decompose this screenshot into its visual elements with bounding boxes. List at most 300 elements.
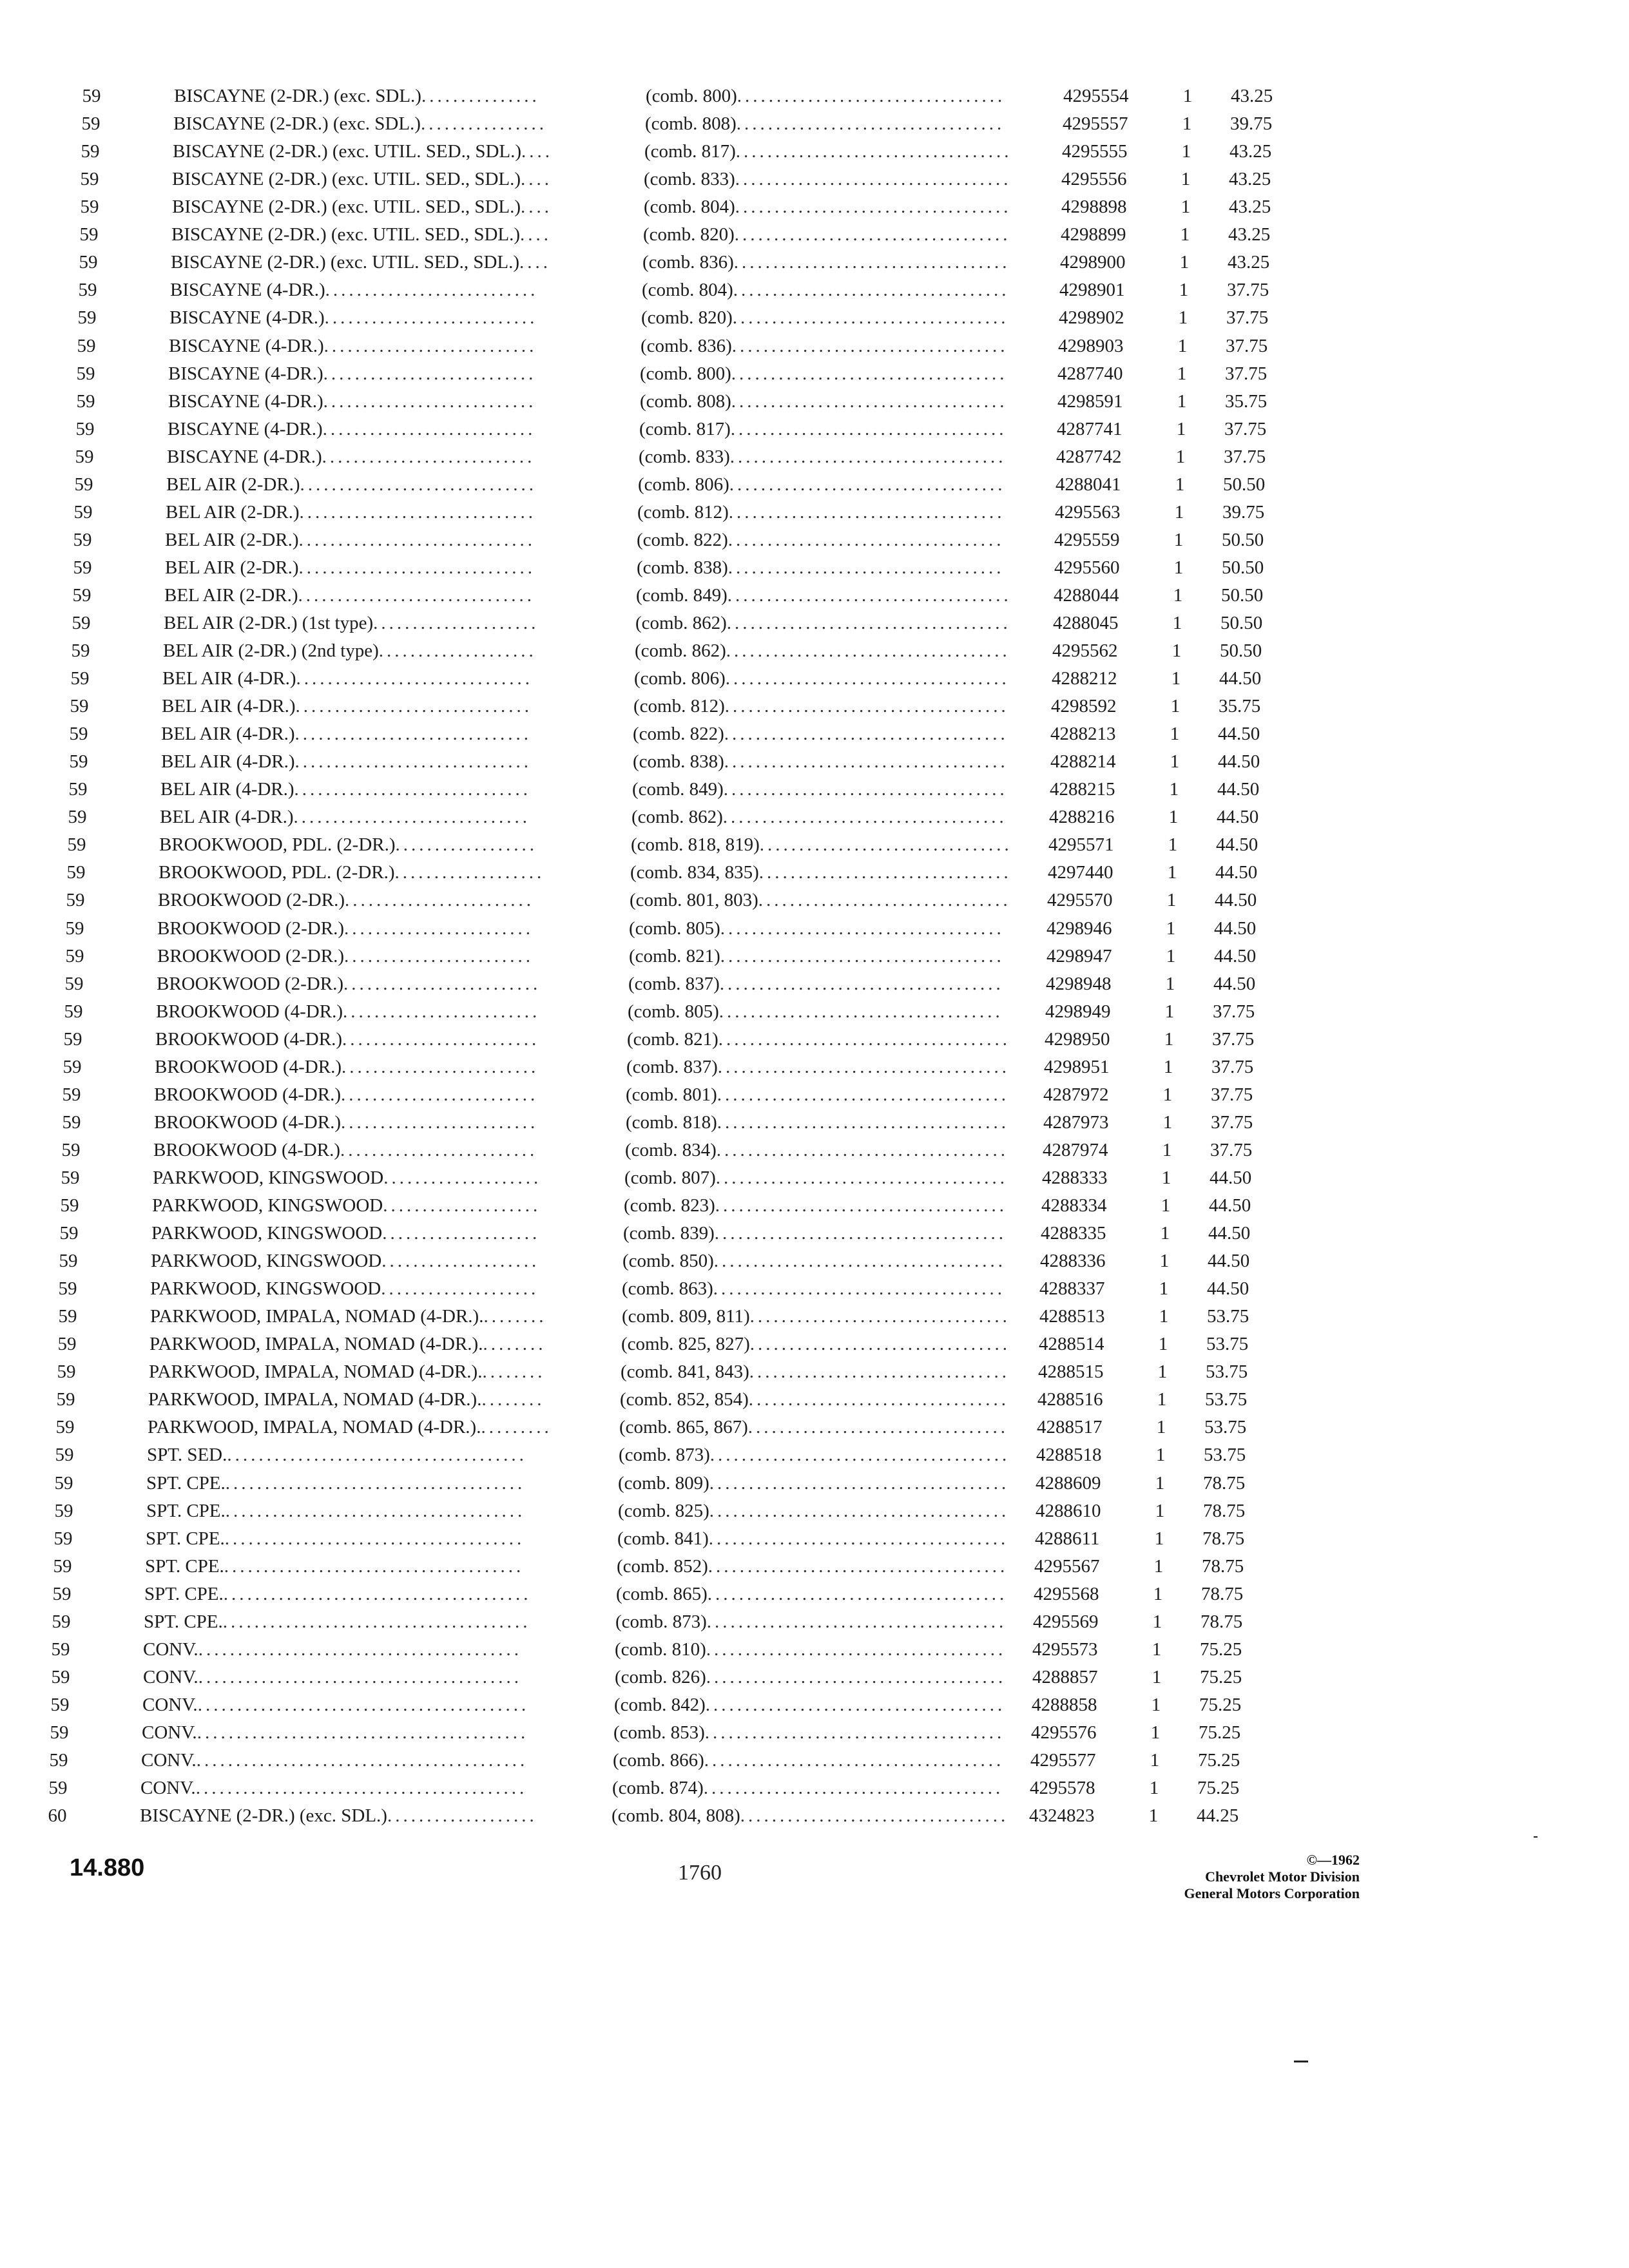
table-row — [0, 1774, 1629, 1802]
row-model — [152, 1192, 562, 1220]
row-quantity: 1 — [1149, 1778, 1159, 1798]
leader-dots: ..................................... — [717, 1084, 1009, 1105]
row-price: 50.50 — [1220, 612, 1263, 633]
row-quantity: 1 — [1153, 1555, 1164, 1577]
row-part-number: 4288518 — [1036, 1445, 1102, 1466]
table-row — [0, 1303, 1629, 1331]
table-row — [0, 82, 1629, 110]
row-part-number: 4298946 — [1046, 918, 1112, 939]
row-combination — [630, 887, 1040, 914]
row-part-number: 4298947 — [1046, 945, 1112, 966]
leader-dots: ..................................... — [714, 1223, 1007, 1244]
row-part-number: 4288216 — [1049, 807, 1115, 828]
row-model-text: CONV. — [142, 1694, 198, 1715]
row-combination — [624, 1192, 1040, 1220]
row-combination — [637, 554, 1040, 582]
leader-dots: ................................... — [731, 335, 1008, 356]
row-model — [149, 1358, 562, 1386]
row-combination-text: (comb. 838) — [637, 557, 728, 578]
row-price: 78.75 — [1200, 1611, 1243, 1632]
row-model — [166, 471, 562, 499]
leader-dots: ..................................... — [715, 1167, 1008, 1188]
row-combination — [634, 665, 1040, 693]
row-combination — [638, 471, 1040, 499]
copyright-year: ©—1962 — [1306, 1852, 1360, 1868]
row-price: 50.50 — [1222, 557, 1264, 578]
row-year: 59 — [70, 696, 89, 717]
leader-dots: ................................. — [748, 1389, 1009, 1410]
row-model-text: CONV. — [143, 1666, 198, 1687]
leader-dots: ................................. — [749, 1334, 1010, 1355]
row-price: 75.25 — [1200, 1666, 1242, 1687]
row-part-number: 4288515 — [1038, 1361, 1104, 1383]
row-combination — [612, 1802, 1040, 1830]
row-model-text: BISCAYNE (2-DR.) (exc. UTIL. SED., SDL.) — [171, 252, 520, 273]
row-model — [156, 998, 562, 1026]
row-price: 78.75 — [1202, 1528, 1245, 1549]
row-model — [158, 887, 562, 914]
row-combination-text: (comb. 825, 827) — [621, 1334, 750, 1355]
row-price: 37.75 — [1224, 446, 1266, 467]
row-combination — [636, 582, 1040, 610]
row-combination — [640, 388, 1040, 416]
row-quantity: 1 — [1166, 945, 1176, 966]
row-combination-text: (comb. 837) — [626, 1056, 718, 1077]
table-row — [0, 693, 1629, 720]
row-model — [161, 748, 562, 776]
row-quantity: 1 — [1155, 1445, 1166, 1466]
row-model-text: BISCAYNE (4-DR.) — [167, 446, 322, 467]
leader-dots: ................................ — [758, 890, 1011, 911]
row-model-text: BISCAYNE (4-DR.) — [169, 335, 324, 356]
row-price: 44.50 — [1209, 1195, 1251, 1216]
row-combination-text: (comb. 833) — [644, 169, 735, 190]
row-year: 59 — [49, 1750, 68, 1771]
table-row — [0, 859, 1629, 887]
row-model-text: BEL AIR (2-DR.) — [165, 529, 299, 550]
leader-dots: ................................. — [749, 1306, 1010, 1327]
row-combination-text: (comb. 808) — [640, 390, 731, 412]
row-year: 59 — [52, 1611, 71, 1632]
row-part-number: 4298901 — [1059, 280, 1125, 301]
row-year: 59 — [54, 1500, 73, 1521]
row-combination-text: (comb. 823) — [624, 1195, 715, 1216]
row-combination-text: (comb. 817) — [639, 418, 731, 439]
row-model-text: CONV. — [142, 1722, 197, 1743]
row-year: 59 — [59, 1251, 78, 1272]
leader-dots: ................................... — [735, 197, 1012, 218]
row-price: 78.75 — [1203, 1500, 1246, 1521]
row-combination — [637, 499, 1040, 526]
leader-dots: .............................. — [299, 501, 537, 523]
table-row — [0, 1553, 1629, 1581]
row-combination-text: (comb. 809, 811) — [622, 1306, 750, 1327]
row-price: 43.25 — [1231, 86, 1273, 106]
row-quantity: 1 — [1148, 1805, 1159, 1827]
leader-dots: ................................. — [747, 1417, 1008, 1438]
row-model — [153, 1164, 562, 1192]
row-price: 78.75 — [1201, 1583, 1244, 1604]
table-row — [0, 1275, 1629, 1303]
row-quantity: 1 — [1160, 1223, 1170, 1244]
row-combination-text: (comb. 809) — [618, 1472, 709, 1494]
leader-dots: ................................... — [733, 280, 1010, 301]
row-combination — [620, 1386, 1040, 1414]
leader-dots: .... — [521, 169, 553, 190]
table-row — [0, 1137, 1629, 1164]
row-price: 44.50 — [1218, 751, 1260, 773]
row-model-text: PARKWOOD, KINGSWOOD — [153, 1167, 384, 1188]
row-combination-text: (comb. 836) — [641, 335, 732, 356]
leader-dots: ...................................... — [704, 1722, 1005, 1743]
table-row — [0, 1109, 1629, 1137]
row-model — [146, 1470, 562, 1497]
copyright-block — [1083, 1852, 1360, 1902]
leader-dots: .................... — [382, 1223, 541, 1244]
row-part-number: 4287740 — [1057, 363, 1123, 384]
row-combination-text: (comb. 841, 843) — [621, 1361, 749, 1383]
leader-dots: .............................. — [298, 557, 536, 578]
row-model — [154, 1081, 562, 1109]
row-quantity: 1 — [1152, 1666, 1162, 1687]
row-year: 59 — [59, 1223, 79, 1244]
row-combination — [612, 1774, 1040, 1802]
table-row — [0, 388, 1629, 416]
row-model-text: BEL AIR (2-DR.) (1st type) — [164, 612, 374, 633]
row-combination-text: (comb. 834) — [625, 1139, 717, 1160]
row-model-text: BEL AIR (4-DR.) — [161, 724, 295, 745]
row-model-text: BISCAYNE (2-DR.) (exc. UTIL. SED., SDL.) — [173, 141, 522, 162]
row-combination — [622, 1247, 1040, 1275]
leader-dots: ..................................... — [713, 1278, 1005, 1300]
table-row — [0, 637, 1629, 665]
leader-dots: .................................... — [723, 779, 1008, 800]
leader-dots: ...................................... — [227, 1445, 527, 1466]
leader-dots: ..................... — [373, 612, 539, 633]
row-combination — [618, 1470, 1040, 1497]
row-quantity: 1 — [1156, 1417, 1166, 1438]
row-model — [155, 1026, 562, 1053]
row-quantity: 1 — [1159, 1306, 1169, 1327]
row-combination — [619, 1414, 1040, 1441]
row-year: 59 — [61, 1139, 81, 1160]
row-price: 43.25 — [1228, 252, 1270, 273]
leader-dots: ................................... — [734, 224, 1011, 245]
row-model-text: BEL AIR (2-DR.) — [166, 474, 300, 495]
row-year: 59 — [57, 1334, 77, 1355]
leader-dots: ........................... — [322, 446, 535, 467]
leader-dots: ........................... — [323, 335, 537, 356]
copyright-division: Chevrolet Motor Division — [1205, 1869, 1360, 1885]
row-year: 59 — [81, 141, 100, 162]
stray-mark — [1534, 1836, 1537, 1838]
row-part-number: 4297440 — [1048, 862, 1113, 883]
row-model — [164, 582, 562, 610]
row-quantity: 1 — [1166, 918, 1176, 939]
row-price: 44.50 — [1215, 862, 1258, 883]
leader-dots: ...................................... — [706, 1639, 1007, 1660]
row-combination-text: (comb. 853) — [613, 1722, 705, 1743]
row-quantity: 1 — [1168, 834, 1178, 856]
row-model-text: BISCAYNE (4-DR.) — [170, 280, 325, 301]
leader-dots: .............................. — [293, 807, 531, 828]
leader-dots: ..................................... — [717, 1111, 1009, 1133]
row-price: 44.50 — [1210, 1167, 1252, 1188]
row-combination — [632, 776, 1040, 803]
table-row — [0, 665, 1629, 693]
table-row — [0, 249, 1629, 276]
row-combination-text: (comb. 822) — [633, 724, 724, 745]
row-combination-text: (comb. 841) — [617, 1528, 709, 1549]
row-model — [160, 776, 562, 803]
row-part-number: 4295568 — [1034, 1583, 1099, 1604]
row-model-text: BROOKWOOD (4-DR.) — [156, 1001, 343, 1022]
row-part-number: 4288610 — [1036, 1500, 1101, 1521]
row-quantity: 1 — [1152, 1611, 1162, 1632]
leader-dots: ..................................... — [716, 1139, 1008, 1160]
row-part-number: 4298948 — [1046, 973, 1112, 994]
row-part-number: 4298902 — [1059, 307, 1124, 329]
row-model — [146, 1525, 562, 1553]
row-part-number: 4298903 — [1058, 335, 1124, 356]
row-combination-text: (comb. 805) — [629, 918, 720, 939]
leader-dots: ....................................... — [222, 1611, 531, 1632]
row-model-text: PARKWOOD, KINGSWOOD — [151, 1251, 382, 1272]
row-year: 59 — [56, 1389, 75, 1410]
row-price: 37.75 — [1224, 418, 1267, 439]
row-model-text: PARKWOOD, KINGSWOOD — [151, 1223, 383, 1244]
row-price: 35.75 — [1225, 390, 1268, 412]
row-quantity: 1 — [1173, 529, 1184, 550]
table-row — [0, 1608, 1629, 1636]
leader-dots: ........ — [482, 1361, 546, 1383]
row-model — [144, 1608, 562, 1636]
leader-dots: ................................... — [728, 501, 1005, 523]
row-year: 59 — [65, 918, 84, 939]
table-row — [0, 526, 1629, 554]
leader-dots: ................................ — [758, 862, 1012, 883]
row-model — [157, 970, 562, 998]
row-quantity: 1 — [1163, 1056, 1173, 1077]
row-model-text: BROOKWOOD (4-DR.) — [153, 1139, 340, 1160]
page-id: 14.880 — [70, 1854, 145, 1881]
row-price: 43.25 — [1228, 224, 1271, 245]
row-model-text: SPT. CPE. — [146, 1500, 226, 1521]
row-model — [147, 1441, 562, 1469]
row-model-text: BISCAYNE (4-DR.) — [168, 390, 323, 412]
row-price: 44.50 — [1216, 834, 1258, 856]
leader-dots: ........ — [483, 1306, 547, 1327]
row-year: 59 — [69, 724, 88, 745]
row-year: 59 — [51, 1639, 70, 1660]
leader-dots: ......................... — [342, 1001, 541, 1022]
table-row — [0, 1192, 1629, 1220]
row-combination — [615, 1608, 1040, 1636]
row-quantity: 1 — [1181, 141, 1191, 162]
leader-dots: .... — [521, 197, 553, 218]
row-quantity: 1 — [1174, 501, 1184, 523]
leader-dots: .............................. — [296, 668, 534, 689]
row-quantity: 1 — [1170, 724, 1180, 745]
leader-dots: .................................. — [740, 1805, 1009, 1827]
row-year: 59 — [64, 1001, 83, 1022]
row-model — [172, 166, 562, 193]
row-price: 75.25 — [1199, 1694, 1242, 1715]
leader-dots: ...................................... — [709, 1445, 1010, 1466]
table-row — [0, 360, 1629, 388]
leader-dots: ..................................... — [717, 1056, 1010, 1077]
table-row — [0, 276, 1629, 304]
row-price: 37.75 — [1211, 1111, 1253, 1133]
row-price: 37.75 — [1211, 1084, 1253, 1105]
leader-dots: ...................................... — [703, 1778, 1004, 1798]
table-row — [0, 1664, 1629, 1691]
row-year: 59 — [69, 751, 88, 773]
leader-dots: ........................ — [344, 890, 534, 911]
row-part-number: 4288215 — [1050, 779, 1115, 800]
leader-dots: ................................. — [749, 1361, 1010, 1383]
row-price: 44.50 — [1208, 1251, 1250, 1272]
table-row — [0, 582, 1629, 610]
row-quantity: 1 — [1170, 696, 1181, 717]
leader-dots: .............................. — [294, 724, 532, 745]
row-year: 59 — [73, 529, 92, 550]
row-part-number: 4295563 — [1055, 501, 1121, 523]
row-year: 59 — [70, 668, 90, 689]
row-price: 37.75 — [1212, 1028, 1255, 1050]
leader-dots: ....................................... — [223, 1583, 532, 1604]
row-quantity: 1 — [1158, 1334, 1168, 1355]
leader-dots: .................... — [381, 1251, 540, 1272]
leader-dots: ................ — [420, 113, 547, 135]
leader-dots: ........................... — [324, 307, 538, 329]
row-combination — [641, 304, 1040, 332]
row-combination-text: (comb. 804) — [642, 280, 733, 301]
table-row — [0, 1414, 1629, 1441]
row-model-text: SPT. CPE. — [146, 1472, 226, 1494]
row-quantity: 1 — [1157, 1389, 1167, 1410]
row-combination-text: (comb. 862) — [631, 807, 723, 828]
row-quantity: 1 — [1161, 1167, 1171, 1188]
row-part-number: 4287973 — [1043, 1111, 1109, 1133]
leader-dots: .................................... — [720, 945, 1005, 966]
row-year: 59 — [74, 474, 93, 495]
row-model-text: BEL AIR (4-DR.) — [160, 779, 294, 800]
row-year: 59 — [55, 1417, 75, 1438]
row-price: 37.75 — [1211, 1056, 1254, 1077]
row-combination — [625, 1137, 1040, 1164]
row-year: 59 — [80, 197, 99, 218]
table-row — [0, 1581, 1629, 1608]
leader-dots: ..................................... — [718, 1028, 1010, 1050]
leader-dots: .................................... — [727, 584, 1012, 606]
table-row — [0, 1747, 1629, 1774]
row-combination-text: (comb. 801) — [626, 1084, 717, 1105]
table-row — [0, 1802, 1629, 1830]
row-quantity: 1 — [1161, 1195, 1171, 1216]
row-year: 59 — [81, 113, 101, 135]
row-combination-text: (comb. 810) — [615, 1639, 706, 1660]
row-combination-text: (comb. 805) — [628, 1001, 719, 1022]
row-quantity: 1 — [1157, 1361, 1168, 1383]
row-model — [148, 1414, 562, 1441]
row-model — [150, 1275, 562, 1303]
row-quantity: 1 — [1168, 807, 1179, 828]
row-price: 44.50 — [1217, 807, 1259, 828]
row-part-number: 4295557 — [1063, 113, 1128, 135]
row-part-number: 4288044 — [1054, 584, 1119, 606]
row-combination — [628, 998, 1040, 1026]
row-quantity: 1 — [1153, 1583, 1163, 1604]
row-price: 44.50 — [1213, 973, 1256, 994]
row-combination — [618, 1497, 1040, 1525]
row-model — [143, 1664, 562, 1691]
row-model-text: BEL AIR (4-DR.) — [161, 751, 295, 773]
leader-dots: ......... — [481, 1417, 552, 1438]
row-model — [169, 332, 562, 360]
row-model — [171, 249, 562, 276]
table-row — [0, 998, 1629, 1026]
row-model — [173, 110, 562, 138]
row-year: 59 — [50, 1722, 69, 1743]
row-model-text: BEL AIR (2-DR.) — [166, 501, 300, 523]
table-row — [0, 1470, 1629, 1497]
leader-dots: ................................... — [732, 307, 1009, 329]
row-price: 53.75 — [1206, 1361, 1248, 1383]
row-quantity: 1 — [1181, 197, 1191, 218]
row-year: 59 — [80, 169, 99, 190]
row-model — [159, 831, 562, 859]
leader-dots: ...................................... — [709, 1500, 1010, 1521]
row-quantity: 1 — [1182, 86, 1193, 106]
row-model — [142, 1691, 562, 1719]
row-combination — [646, 82, 1040, 110]
row-combination-text: (comb. 852, 854) — [620, 1389, 749, 1410]
row-combination-text: (comb. 801, 803) — [630, 890, 758, 911]
row-model-text: PARKWOOD, IMPALA, NOMAD (4-DR.). — [150, 1306, 484, 1327]
row-combination-text: (comb. 865, 867) — [619, 1417, 748, 1438]
row-model — [168, 416, 562, 443]
table-row — [0, 1081, 1629, 1109]
table-row — [0, 831, 1629, 859]
leader-dots: .............................. — [294, 751, 532, 773]
row-part-number: 4288045 — [1053, 612, 1119, 633]
table-row — [0, 720, 1629, 748]
row-quantity: 1 — [1180, 224, 1190, 245]
row-year: 60 — [48, 1805, 67, 1827]
row-year: 59 — [58, 1306, 77, 1327]
leader-dots: .................................. — [737, 86, 1006, 106]
table-row — [0, 776, 1629, 803]
row-part-number: 4298898 — [1061, 197, 1127, 218]
row-quantity: 1 — [1179, 252, 1190, 273]
row-combination-text: (comb. 825) — [618, 1500, 709, 1521]
row-quantity: 1 — [1164, 1001, 1175, 1022]
row-combination — [642, 276, 1040, 304]
row-model-text: PARKWOOD, IMPALA, NOMAD (4-DR.). — [149, 1361, 483, 1383]
row-combination-text: (comb. 822) — [637, 529, 728, 550]
row-combination — [629, 943, 1040, 970]
row-price: 37.75 — [1226, 307, 1269, 329]
table-row — [0, 1441, 1629, 1469]
leader-dots: ......................... — [340, 1111, 539, 1133]
leader-dots: ......................................... — [198, 1639, 522, 1660]
row-model-text: BISCAYNE (4-DR.) — [169, 307, 325, 329]
row-year: 59 — [79, 252, 98, 273]
row-combination — [626, 1053, 1040, 1081]
row-part-number: 4295570 — [1047, 890, 1113, 911]
row-quantity: 1 — [1154, 1528, 1164, 1549]
